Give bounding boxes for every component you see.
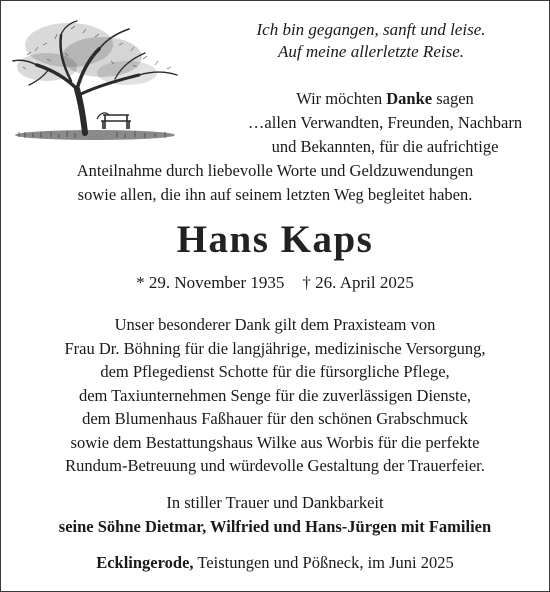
thanks-line: …allen Verwandten, Freunden, Nachbarn [247, 113, 523, 132]
thanks-line: sowie allen, die ihn auf seinem letzten Weg begleitet haben. [77, 185, 473, 204]
thanks-line: Anteilnahme durch liebevolle Worte und Geldzuwendungen [76, 161, 474, 180]
poem [201, 19, 541, 63]
special-thanks-line: Rundum-Betreuung und würdevolle Gestaltung der Trauerfeier. [65, 456, 485, 475]
closing [1, 491, 549, 538]
poem-line: Ich bin gegangen, sanft und leise. [256, 20, 486, 39]
poem-line: Auf meine allerletzte Reise. [278, 42, 464, 61]
special-thanks-line: sowie dem Bestattungshaus Wilke aus Worbis für die perfekte [70, 432, 480, 452]
thanks-line: und Bekannten, für die aufrichtige [271, 137, 499, 156]
family-names: seine Söhne Dietmar, Wilfried und Hans-Jürgen mit Familien [58, 516, 492, 536]
deceased-name: Hans Kaps [176, 218, 374, 261]
place-town: Ecklingerode, [96, 553, 194, 572]
special-thanks-line: dem Taxiunternehmen Senge für die zuverlässigen Dienste, [78, 385, 472, 405]
thanks-line [1, 87, 549, 111]
mourning-family [1, 515, 549, 539]
special-thanks-line: dem Pflegedienst Schotte für die fürsorgliche Pflege, [100, 362, 450, 381]
thanks-emphasis: Danke [386, 89, 433, 108]
thanks-section [1, 87, 549, 207]
special-thanks [1, 313, 549, 478]
place-rest: Teistungen und Pößneck, im Juni 2025 [193, 553, 454, 572]
thanks-text: Wir möchten [296, 89, 387, 108]
place-and-date [1, 553, 549, 573]
death-date: † 26. April 2025 [302, 273, 414, 292]
thanks-text: sagen [432, 89, 474, 108]
birth-date: * 29. November 1935 [136, 273, 285, 292]
special-thanks-line: dem Blumenhaus Faßhauer für den schönen Grabschmuck [82, 409, 468, 428]
special-thanks-line: Unser besonderer Dank gilt dem Praxisteam von [114, 315, 436, 334]
life-dates [1, 273, 549, 293]
special-thanks-line: Frau Dr. Böhning für die langjährige, medizinische Versorgung, [64, 338, 486, 358]
closing-line: In stiller Trauer und Dankbarkeit [166, 493, 384, 512]
